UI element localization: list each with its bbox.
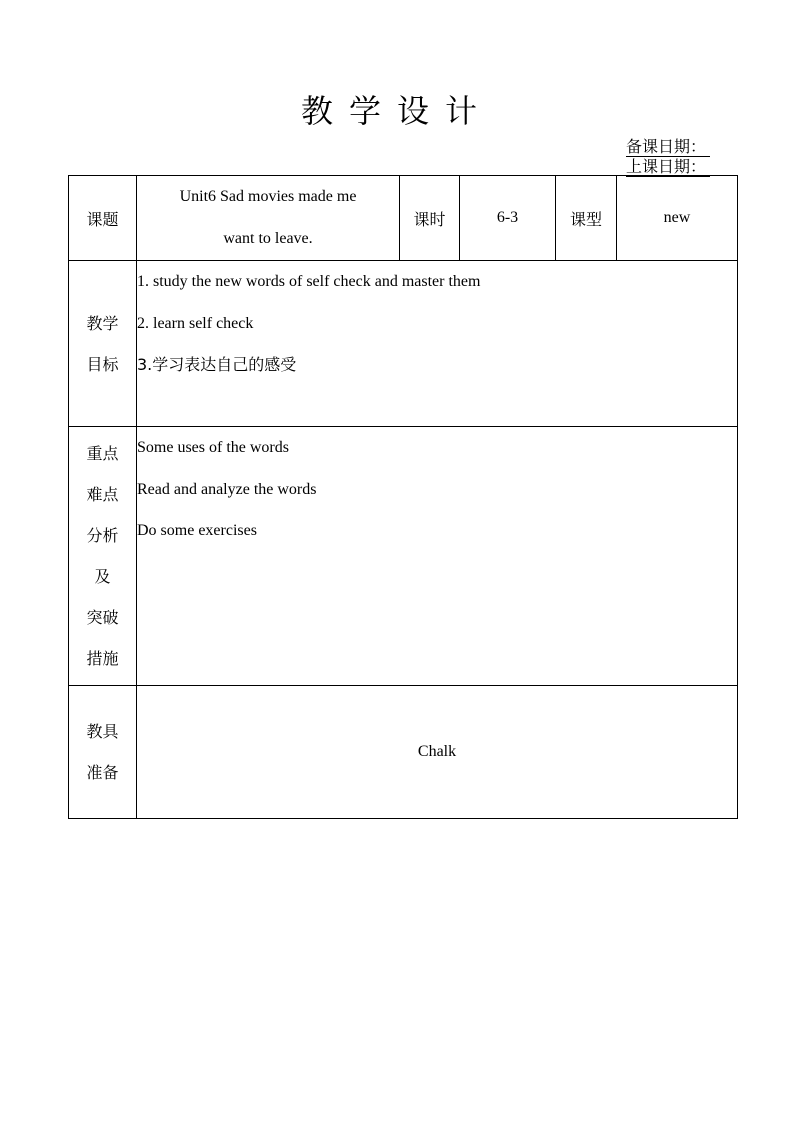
- topic-label: 课题: [69, 176, 137, 261]
- objective-item: 3.学习表达自己的感受: [137, 355, 297, 374]
- key-points-label-line: 及: [94, 567, 111, 586]
- table-row-topic: [69, 176, 738, 261]
- objective-item: 2. learn self check: [137, 314, 254, 332]
- key-points-label-line: 难点: [86, 485, 119, 504]
- objectives-label-line-1: 教学: [86, 313, 119, 333]
- key-points-label-line: 重点: [86, 444, 119, 463]
- period-value: 6-3: [460, 176, 556, 261]
- key-points-content: [137, 427, 738, 686]
- date-fields: [626, 137, 710, 177]
- prep-date-label: 备课日期：: [626, 137, 710, 157]
- table-row-objectives: [69, 261, 738, 427]
- class-date-label: 上课日期：: [626, 157, 710, 177]
- topic-line-1: Unit6 Sad movies made me: [179, 188, 357, 205]
- teaching-aids-label-line-2: 准备: [86, 763, 119, 782]
- table-row-teaching-aids: [69, 686, 738, 819]
- period-label: 课时: [400, 176, 460, 261]
- teaching-aids-label-line-1: 教具: [86, 722, 119, 741]
- key-points-label-line: 分析: [86, 526, 119, 545]
- key-point-item: Read and analyze the words: [137, 480, 317, 498]
- key-point-item: Some uses of the words: [137, 439, 289, 456]
- teaching-aids-value: Chalk: [137, 686, 738, 819]
- page-title: 教学设计: [300, 92, 493, 130]
- key-point-item: Do some exercises: [137, 522, 257, 539]
- table-row-key-points: [69, 427, 738, 686]
- topic-cell: [137, 176, 400, 261]
- objectives-label-line-2: 目标: [86, 354, 119, 374]
- objectives-content: [137, 261, 738, 427]
- key-points-label-line: 措施: [86, 649, 119, 668]
- key-points-label: [69, 427, 137, 686]
- objectives-label: [69, 261, 137, 427]
- type-value: new: [617, 176, 738, 261]
- teaching-aids-label: [69, 686, 137, 819]
- key-points-label-line: 突破: [86, 608, 119, 627]
- topic-line-2: want to leave.: [223, 230, 313, 247]
- lesson-plan-table: [68, 175, 738, 819]
- objective-item: 1. study the new words of self check and master them: [137, 273, 481, 290]
- type-label: 课型: [556, 176, 617, 261]
